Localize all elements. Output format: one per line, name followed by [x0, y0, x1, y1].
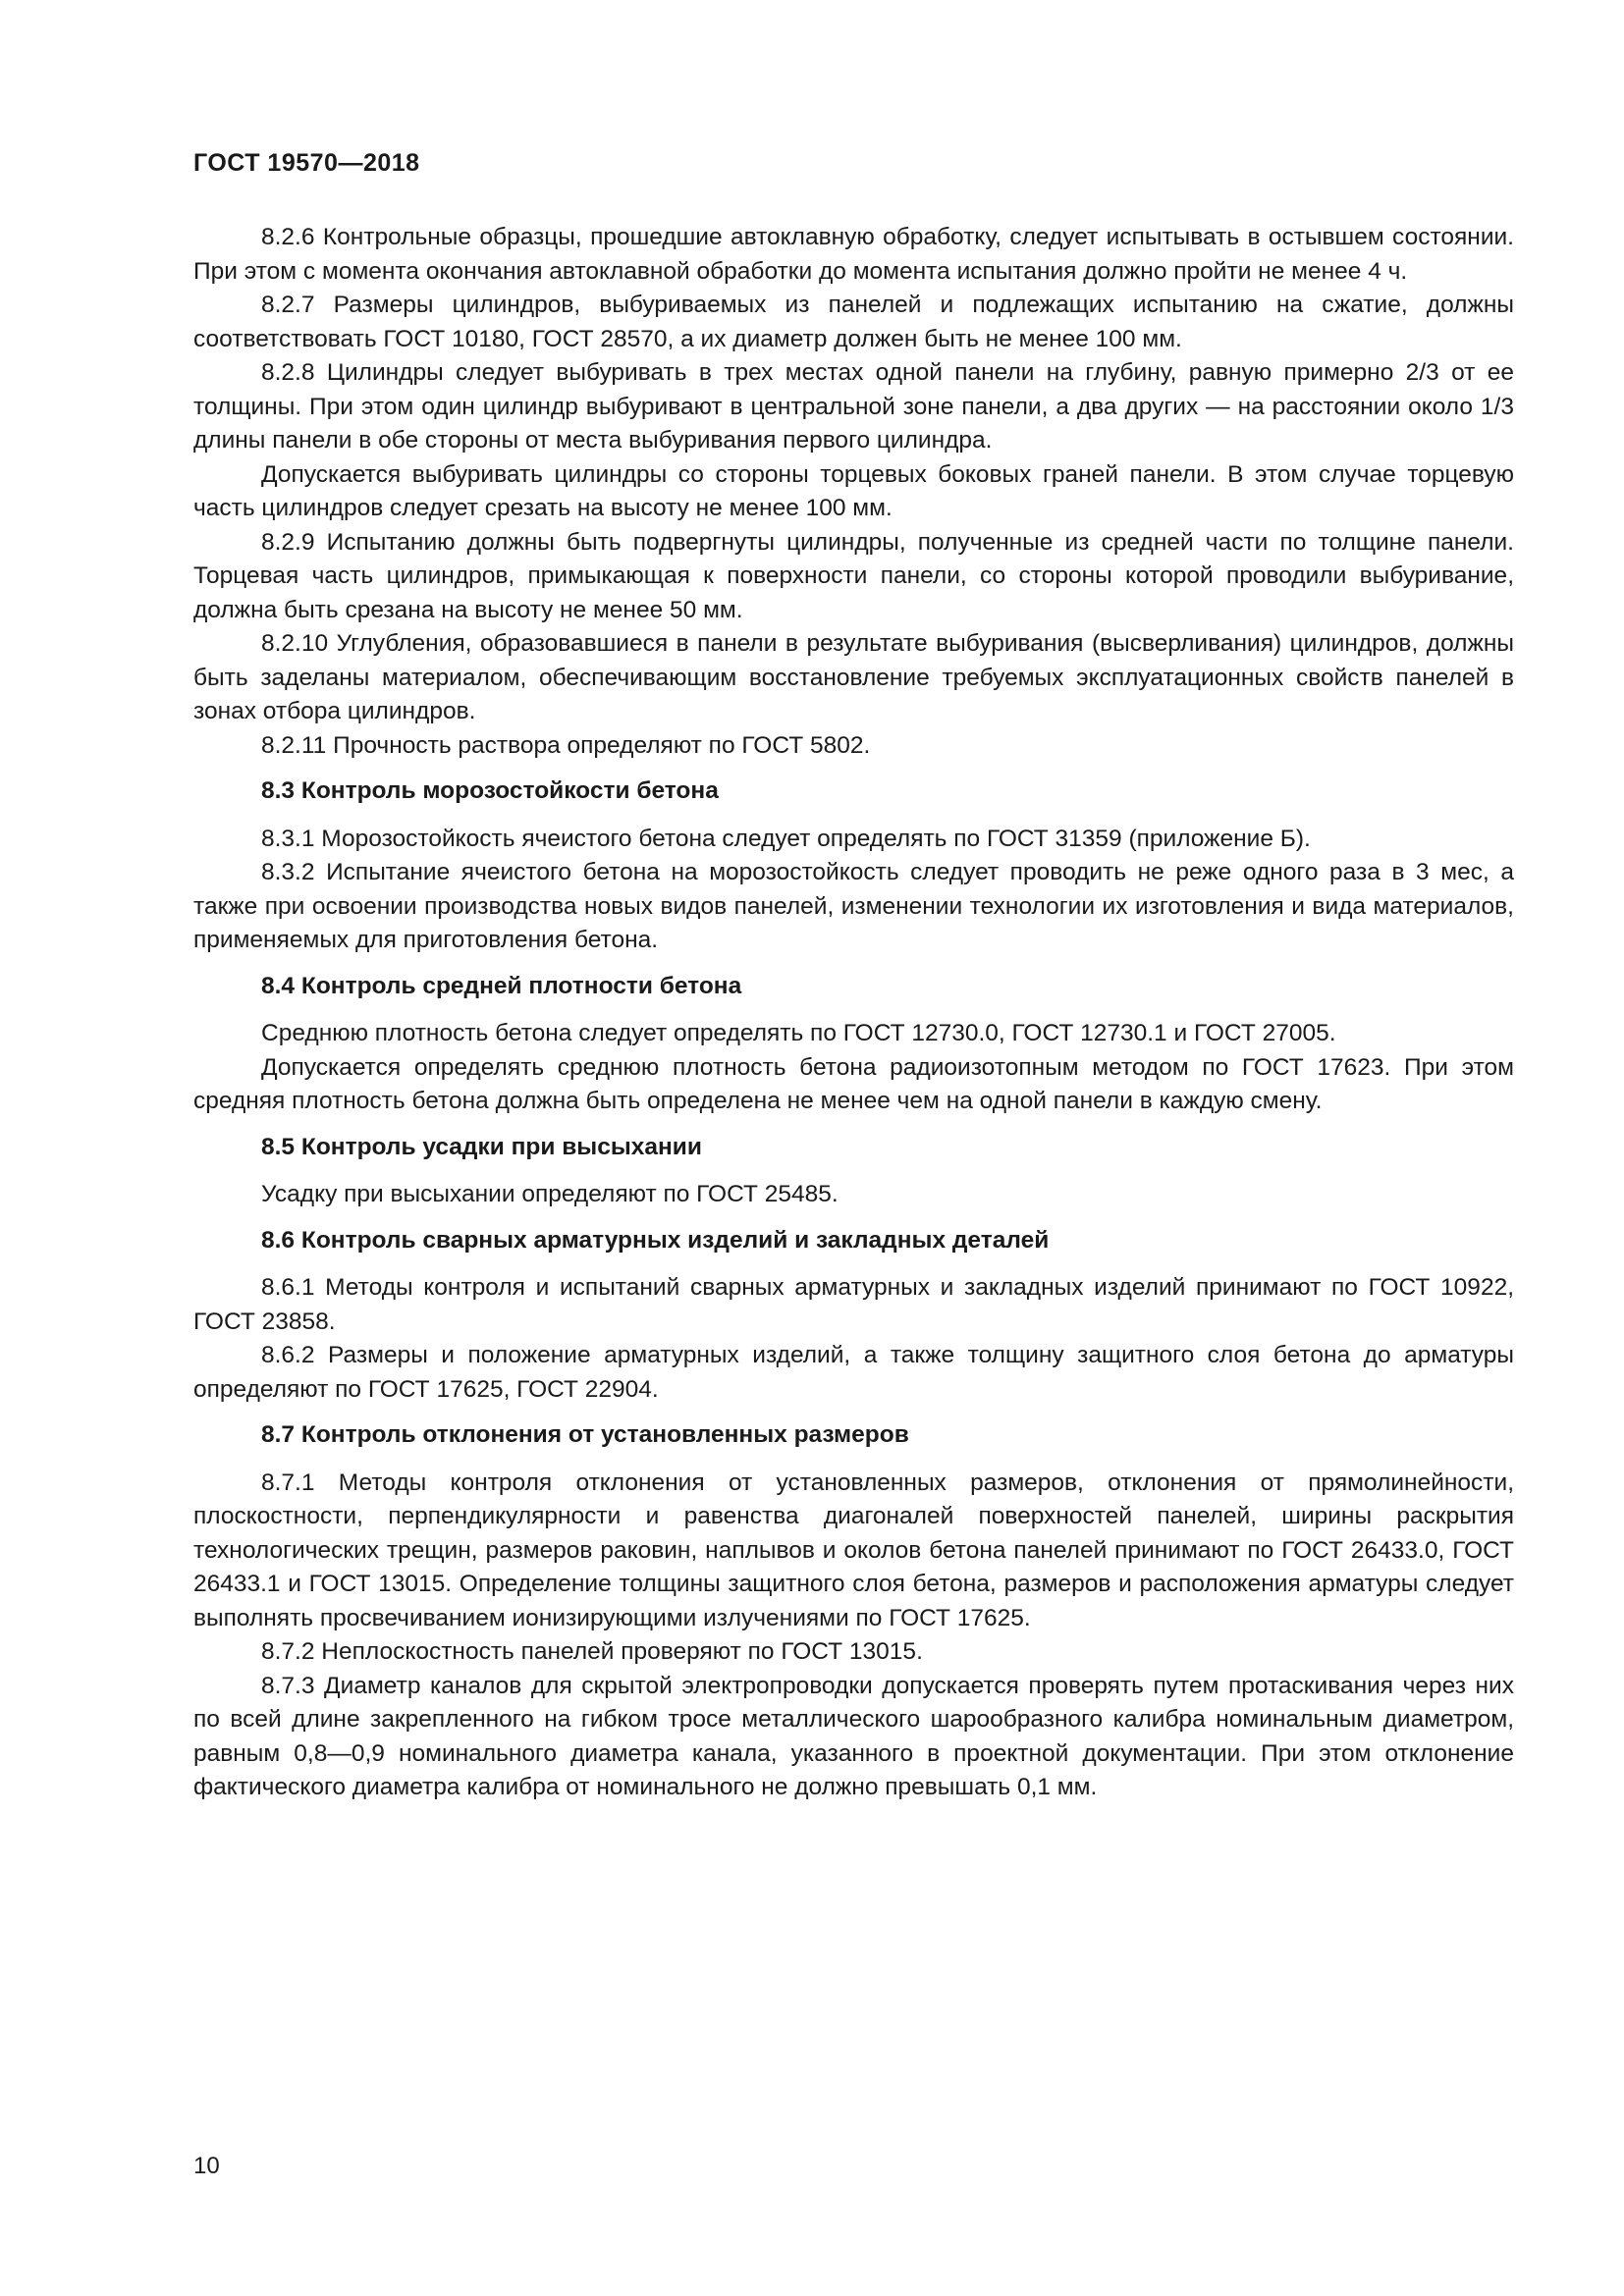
paragraph-8-2-10: 8.2.10 Углубления, образовавшиеся в панели в результате выбуривания (высверливания) цилиндров, должны быть заделаны материалом, обеспечивающим восстановление требуемых эксплуатационных свойств панелей в зонах отбора цилиндров.: [193, 630, 1514, 724]
paragraph-8-2-7: 8.2.7 Размеры цилиндров, выбуриваемых из панелей и подлежащих испытанию на сжатие, должны соответствовать ГОСТ 10180, ГОСТ 28570, а их диаметр должен быть не менее 100 мм.: [193, 292, 1514, 352]
section-heading-8-6: 8.6 Контроль сварных арматурных изделий и закладных деталей: [261, 1226, 1050, 1254]
paragraph-8-6-1: 8.6.1 Методы контроля и испытаний сварных арматурных и закладных изделий принимают по ГОСТ 10922, ГОСТ 23858.: [193, 1274, 1514, 1335]
paragraph-8-5: Усадку при высыхании определяют по ГОСТ 25485.: [261, 1181, 839, 1207]
section-heading-8-5: 8.5 Контроль усадки при высыхании: [261, 1133, 702, 1160]
document-header: ГОСТ 19570—2018: [193, 149, 420, 177]
paragraph-8-2-9: 8.2.9 Испытанию должны быть подвергнуты цилиндры, полученные из средней части по толщине панели. Торцевая часть цилиндров, примыкающая к поверхности панели, со стороны которой проводили выбуривание, должна быть срезана на высоту не менее 50 мм.: [193, 528, 1514, 623]
paragraph-8-7-1: 8.7.1 Методы контроля отклонения от установленных размеров, отклонения от прямолинейности, плоскостности, перпендикулярности и равенства диагоналей поверхностей панелей, ширины раскрытия технологических трещин, размеров раковин, наплывов и околов бетона панелей принимают по ГОСТ 26433.0, ГОСТ 26433.1 и ГОСТ 13015. Определение толщины защитного слоя бетона, размеров и расположения арматуры следует выполнять просвечиванием ионизирующими излучениями по ГОСТ 17625.: [193, 1468, 1514, 1631]
paragraph-8-4-a: Среднюю плотность бетона следует определять по ГОСТ 12730.0, ГОСТ 12730.1 и ГОСТ 27005.: [261, 1020, 1336, 1046]
paragraph-8-2-8-note: Допускается выбуривать цилиндры со стороны торцевых боковых граней панели. В этом случае торцевую часть цилиндров следует срезать на высоту не менее 100 мм.: [193, 460, 1514, 521]
page-number: 10: [193, 2153, 220, 2179]
paragraph-8-3-1: 8.3.1 Морозостойкость ячеистого бетона следует определять по ГОСТ 31359 (приложение Б).: [261, 825, 1311, 852]
paragraph-8-4-b: Допускается определять среднюю плотность бетона радиоизотопным методом по ГОСТ 17623. При этом средняя плотность бетона должна быть определена не менее чем на одной панели в каждую смену.: [193, 1053, 1514, 1114]
paragraph-8-2-8: 8.2.8 Цилиндры следует выбуривать в трех местах одной панели на глубину, равную примерно 2/3 от ее толщины. При этом один цилиндр выбуривают в центральной зоне панели, а два других — на расстоянии около 1/3 длины панели в обе стороны от места выбуривания первого цилиндра.: [193, 359, 1514, 454]
section-heading-8-4: 8.4 Контроль средней плотности бетона: [261, 972, 742, 999]
section-heading-8-3: 8.3 Контроль морозостойкости бетона: [261, 777, 719, 804]
paragraph-8-6-2: 8.6.2 Размеры и положение арматурных изделий, а также толщину защитного слоя бетона до арматуры определяют по ГОСТ 17625, ГОСТ 22904.: [193, 1342, 1514, 1403]
paragraph-8-3-2: 8.3.2 Испытание ячеистого бетона на морозостойкость следует проводить не реже одного раза в 3 мес, а также при освоении производства новых видов панелей, изменении технологии их изготовления и вида материалов, применяемых для приготовления бетона.: [193, 859, 1514, 953]
document-body: [193, 221, 1514, 1805]
paragraph-8-7-2: 8.7.2 Неплоскостность панелей проверяют по ГОСТ 13015.: [261, 1638, 923, 1665]
paragraph-8-2-6: 8.2.6 Контрольные образцы, прошедшие автоклавную обработку, следует испытывать в остывшем состоянии. При этом с момента окончания автоклавной обработки до момента испытания должно пройти не менее 4 ч.: [193, 224, 1514, 285]
paragraph-8-2-11: 8.2.11 Прочность раствора определяют по ГОСТ 5802.: [261, 731, 871, 759]
section-heading-8-7: 8.7 Контроль отклонения от установленных размеров: [261, 1421, 909, 1448]
paragraph-8-7-3: 8.7.3 Диаметр каналов для скрытой электропроводки допускается проверять путем протаскивания через них по всей длине закрепленного на гибком тросе металлического шарообразного калибра номинальным диаметром, равным 0,8—0,9 номинального диаметра канала, указанного в проектной документации. При этом отклонение фактического диаметра калибра от номинального не должно превышать 0,1 мм.: [193, 1672, 1514, 1800]
